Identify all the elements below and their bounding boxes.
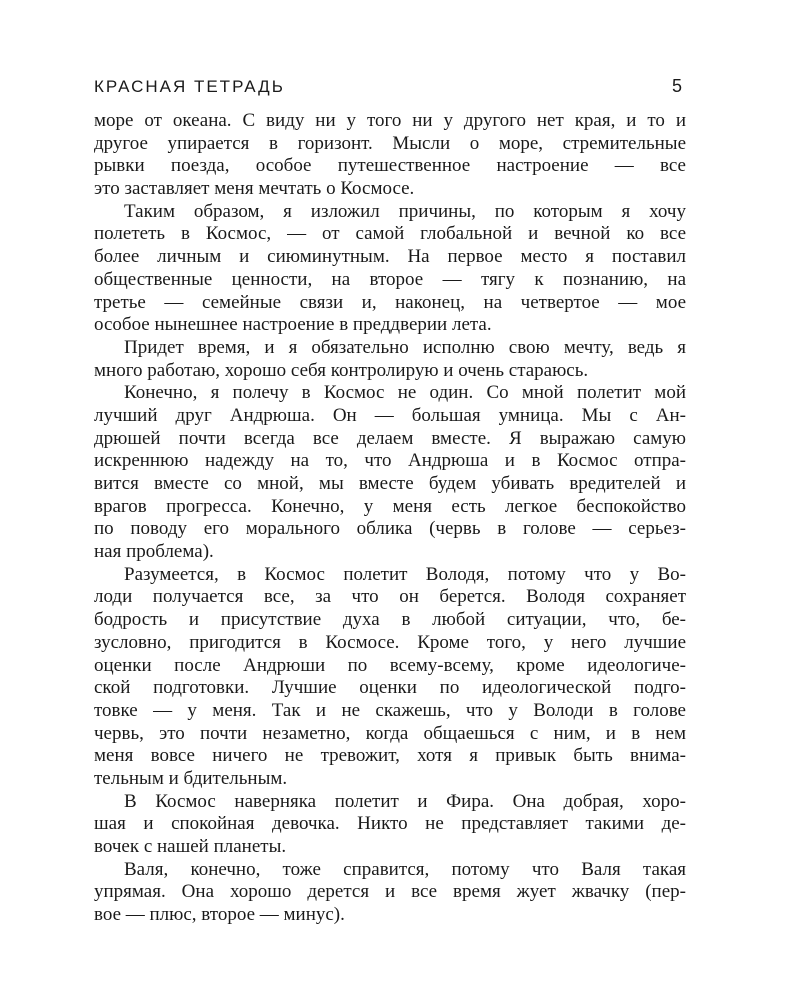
text-line: врагов прогресса. Конечно, у меня есть легкое беспокойство	[94, 495, 686, 517]
text-line: В Космос наверняка полетит и Фира. Она добрая, хоро-	[124, 790, 686, 812]
text-line: Придет время, и я обязательно исполню свою мечту, ведь я	[124, 336, 686, 358]
text-line: оценки после Андрюши по всему-всему, кроме идеологиче-	[94, 654, 686, 676]
text-line: товке — у меня. Так и не скажешь, что у Володи в голове	[94, 699, 686, 721]
text-line: Валя, конечно, тоже справится, потому что Валя такая	[124, 858, 686, 880]
page-number: 5	[671, 76, 682, 96]
text-line: червь, это почти незаметно, когда общаешься с ним, и в нем	[94, 722, 686, 744]
text-line: другое упирается в горизонт. Мысли о море, стремительные	[94, 132, 686, 154]
text-line: ная проблема).	[94, 541, 214, 563]
running-head	[94, 76, 682, 100]
text-line: много работаю, хорошо себя контролирую и очень стараюсь.	[94, 359, 589, 381]
running-title: КРАСНАЯ ТЕТРАДЬ	[94, 77, 285, 96]
text-line: полететь в Космос, — от самой глобальной и вечной ко все	[94, 223, 686, 245]
body-text	[94, 110, 686, 927]
text-line: тельным и бдительным.	[94, 767, 288, 789]
text-line: вится вместе со мной, мы вместе будем убивать вредителей и	[94, 473, 686, 494]
text-line: искреннюю надежду на то, что Андрюша и в Космос отпра-	[94, 450, 686, 472]
text-line: дрюшей почти всегда все делаем вместе. Я выражаю самую	[94, 427, 686, 449]
text-line: более личным и сиюминутным. На первое место я поставил	[94, 246, 686, 268]
text-line: вое — плюс, второе — минус).	[94, 904, 345, 926]
text-line: общественные ценности, на второе — тягу к познанию, на	[94, 268, 686, 290]
text-line: вочек с нашей планеты.	[94, 836, 287, 857]
text-line: бодрость и присутствие духа в любой ситуации, что, бе-	[94, 609, 686, 631]
text-line: это заставляет меня мечтать о Космосе.	[94, 178, 415, 200]
text-line: третье — семейные связи и, наконец, на четвертое — мое	[94, 291, 686, 313]
text-line: рывки поезда, особое путешественное настроение — все	[94, 155, 686, 177]
text-line: упрямая. Она хорошо дерется и все время жует жвачку (пер-	[94, 881, 686, 903]
text-line: Разумеется, в Космос полетит Володя, потому что у Во-	[124, 563, 686, 585]
text-line: особое нынешнее настроение в преддверии лета.	[94, 314, 492, 336]
text-line: зусловно, пригодится в Космосе. Кроме того, у него лучшие	[94, 631, 686, 653]
text-line: ской подготовки. Лучшие оценки по идеологической подго-	[94, 677, 686, 699]
text-line: меня вовсе ничего не тревожит, хотя я привык быть внима-	[94, 745, 686, 767]
text-line: шая и спокойная девочка. Никто не представляет такими де-	[94, 813, 686, 835]
text-line: лучший друг Андрюша. Он — большая умница. Мы с Ан-	[94, 404, 686, 426]
text-line: по поводу его морального облика (червь в голове — серьез-	[94, 518, 686, 540]
text-line: лоди получается все, за что он берется. Володя сохраняет	[94, 586, 686, 608]
text-line: море от океана. С виду ни у того ни у другого нет края, и то и	[94, 110, 686, 131]
text-line: Таким образом, я изложил причины, по которым я хочу	[124, 200, 686, 222]
text-line: Конечно, я полечу в Космос не один. Со мной полетит мой	[124, 382, 686, 404]
